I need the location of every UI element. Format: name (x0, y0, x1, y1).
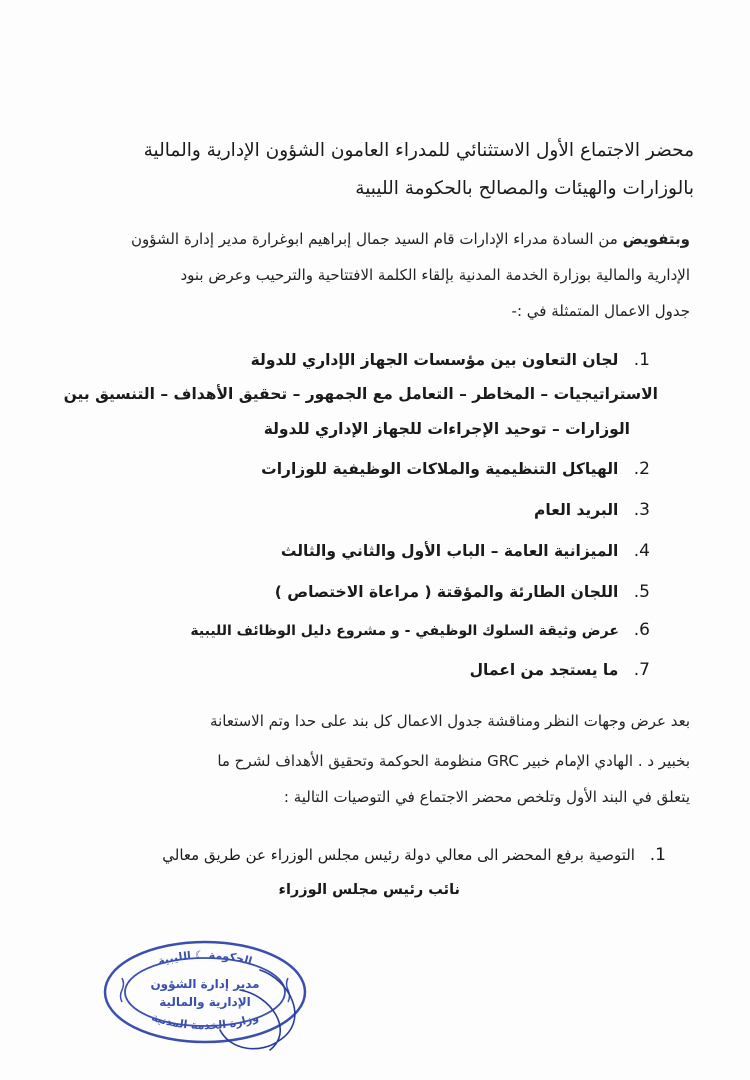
discussion-line-2: بخبير د . الهادي الإمام خبير GRC منظومة الحوكمة وتحقيق الأهداف لشرح ما (217, 752, 690, 770)
intro-line-1-rest: من السادة مدراء الإدارات قام السيد جمال إبراهيم ابوغرارة مدير إدارة الشؤون (130, 230, 618, 248)
intro-line-1 (131, 230, 690, 248)
agenda-item-3 (534, 500, 650, 520)
agenda-item-text: البريد العام (534, 501, 619, 519)
discussion-line-1: بعد عرض وجهات النظر ومناقشة جدول الاعمال كل بند على حدا وتم الاستعانة (210, 712, 690, 730)
document-title-line-2: بالوزارات والهيئات والمصالح بالحكومة الليبية (355, 178, 694, 199)
agenda-item-number: 3. (633, 500, 650, 520)
agenda-item-number: 7. (633, 660, 650, 680)
agenda-item-text: عرض وثيقة السلوك الوظيفي - و مشروع دليل الوظائف الليبية (190, 623, 619, 639)
agenda-item-5 (275, 582, 650, 602)
agenda-item-2 (261, 459, 650, 479)
agenda-item-number: 1. (633, 350, 650, 370)
agenda-item-6 (190, 620, 650, 640)
agenda-item-text: لجان التعاون بين مؤسسات الجهاز الإداري للدولة (250, 351, 619, 369)
agenda-item-number: 6. (633, 620, 650, 640)
agenda-item-number: 2. (633, 459, 650, 479)
svg-text:الحكومة ☾ الليبية: الحكومة ☾ الليبية (156, 948, 254, 968)
svg-text:الإدارية والمالية: الإدارية والمالية (159, 995, 251, 1009)
recommendation-1-line-2: نائب رئيس مجلس الوزراء (278, 882, 460, 898)
intro-line-2: الإدارية والمالية بوزارة الخدمة المدنية بإلقاء الكلمة الافتتاحية والترحيب وعرض بنود (180, 266, 690, 284)
recommendation-1 (162, 845, 666, 865)
recommendation-text: التوصية برفع المحضر الى معالي دولة رئيس مجلس الوزراء عن طريق معالي (162, 846, 635, 864)
agenda-item-1 (251, 350, 650, 370)
agenda-item-4 (281, 541, 650, 561)
agenda-item-number: 5. (633, 582, 650, 602)
agenda-item-text: الميزانية العامة – الباب الأول والثاني والثالث (280, 542, 619, 560)
discussion-line-3: يتعلق في البند الأول وتلخص محضر الاجتماع في التوصيات التالية : (283, 788, 690, 806)
svg-text:وزارة الخدمة المدنية: وزارة الخدمة المدنية (149, 1010, 261, 1033)
intro-line-3: جدول الاعمال المتمثلة في :- (511, 302, 690, 320)
agenda-item-text: اللجان الطارئة والمؤقتة ( مراعاة الاختصاص ) (274, 583, 619, 601)
agenda-item-7 (470, 660, 650, 680)
agenda-item-text: ما يستجد من اعمال (469, 661, 619, 679)
agenda-item-1-line-3: الوزارات – توحيد الإجراءات للجهاز الإداري للدولة (263, 420, 630, 438)
intro-bold-word: وبتفويض (622, 230, 690, 248)
agenda-item-1-line-2: الاستراتيجيات – المخاطر – التعامل مع الجمهور – تحقيق الأهداف – التنسيق بين (63, 385, 658, 403)
recommendation-number: 1. (649, 845, 666, 865)
agenda-item-text: الهياكل التنظيمية والملاكات الوظيفية للوزارات (261, 460, 619, 478)
handwritten-signature (200, 960, 320, 1060)
document-title-line-1: محضر الاجتماع الأول الاستثنائي للمدراء العامون الشؤون الإدارية والمالية (143, 140, 694, 161)
agenda-item-number: 4. (633, 541, 650, 561)
svg-text:مدير إدارة الشؤون: مدير إدارة الشؤون (150, 977, 260, 991)
